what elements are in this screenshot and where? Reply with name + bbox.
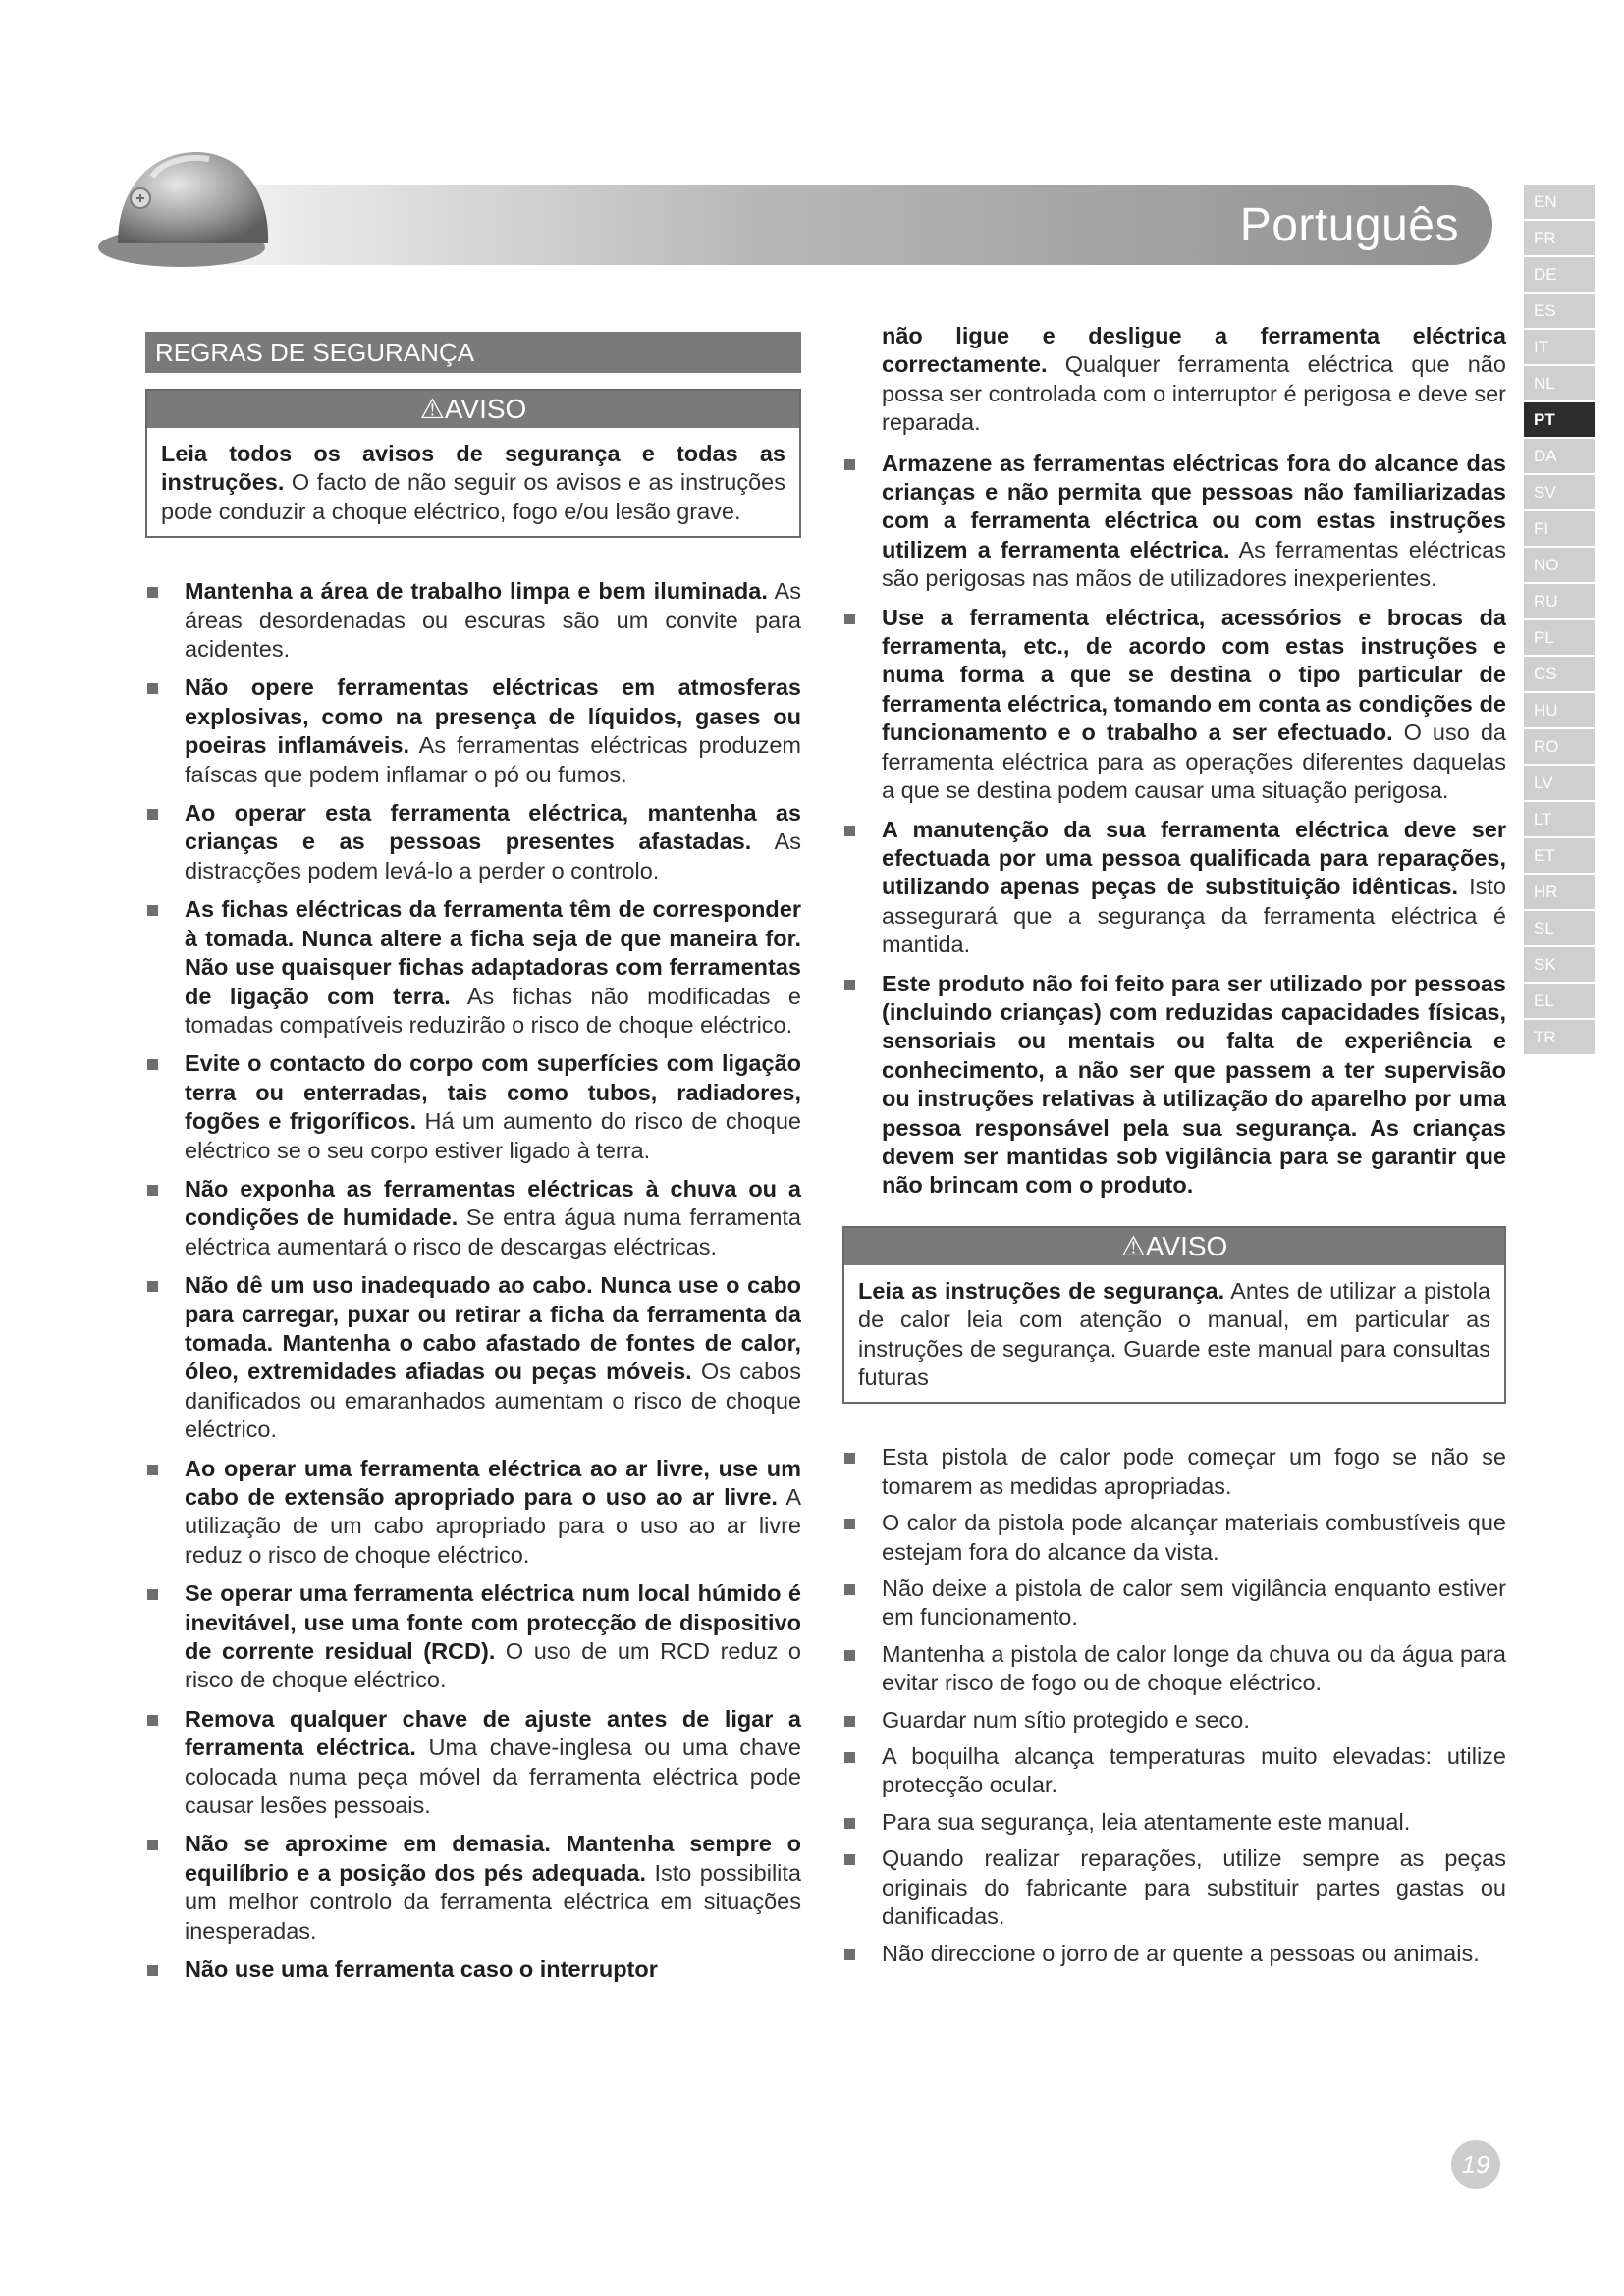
language-tab-no[interactable]: NO bbox=[1524, 548, 1595, 582]
bullet-square-icon bbox=[844, 1519, 855, 1529]
bullet-square-icon bbox=[147, 1059, 158, 1070]
bullet-square-icon bbox=[844, 1453, 855, 1464]
bullet-square-icon bbox=[844, 1949, 855, 1960]
bullet-square-icon bbox=[844, 1818, 855, 1829]
warning-icon: ⚠ bbox=[1120, 1230, 1146, 1261]
bullet-square-icon bbox=[844, 980, 855, 990]
list-item: Não deixe a pistola de calor sem vigilância enquanto estiver em funcionamento. bbox=[842, 1575, 1506, 1632]
list-item: Não dê um uso inadequado ao cabo. Nunca use o cabo para carregar, puxar ou retirar a ficha da ferramenta da tomada. Mantenha o cabo afastado de fontes de calor, óleo, extremidades afiadas ou peças móveis. Os cabos danificados ou emaranhados aumentam o risco de choque eléctrico. bbox=[145, 1271, 801, 1444]
bullet-square-icon bbox=[147, 1965, 158, 1976]
language-tab-es[interactable]: ES bbox=[1524, 294, 1595, 328]
language-tab-ro[interactable]: RO bbox=[1524, 729, 1595, 764]
bullet-square-icon bbox=[844, 1716, 855, 1727]
list-item: Ao operar uma ferramenta eléctrica ao ar livre, use um cabo de extensão apropriado para o uso ao ar livre. A utilização de um cabo apropriado para o uso ao ar livre reduz o risco de choque eléctrico. bbox=[145, 1455, 801, 1571]
language-tab-sv[interactable]: SV bbox=[1524, 475, 1595, 509]
page-number: 19 bbox=[1451, 2140, 1500, 2189]
bullet-square-icon bbox=[147, 587, 158, 598]
warning-text: Leia as instruções de segurança. Antes de utilizar a pistola de calor leia com atenção o manual, em particular as instruções de segurança. Guarde este manual para consultas futuras bbox=[858, 1277, 1490, 1390]
bullet-square-icon bbox=[147, 809, 158, 820]
warning-title: ⚠AVISO bbox=[844, 1228, 1504, 1265]
bullet-square-icon bbox=[147, 683, 158, 694]
bullet-square-icon bbox=[844, 1584, 855, 1595]
language-tab-sk[interactable]: SK bbox=[1524, 947, 1595, 982]
list-item: Evite o contacto do corpo com superfícies com ligação terra ou enterradas, tais como tubos, radiadores, fogões e frigoríficos. Há um aumento do risco de choque eléctrico se o seu corpo estiver ligado à terra. bbox=[145, 1049, 801, 1165]
warning-title: ⚠AVISO bbox=[147, 391, 799, 428]
bullet-square-icon bbox=[147, 1185, 158, 1196]
rule-continuation: não ligue e desligue a ferramenta eléctrica correctamente. Qualquer ferramenta eléctrica que não possa ser controlada com o interruptor é perigosa e deve ser reparada. bbox=[882, 323, 1506, 436]
language-tab-lv[interactable]: LV bbox=[1524, 766, 1595, 800]
page-title: Português bbox=[1239, 199, 1459, 251]
bullet-square-icon bbox=[844, 1854, 855, 1865]
bullet-square-icon bbox=[147, 1715, 158, 1726]
list-item: Não exponha as ferramentas eléctricas à chuva ou a condições de humidade. Se entra água numa ferramenta eléctrica aumentará o risco de descargas eléctricas. bbox=[145, 1175, 801, 1261]
language-tab-et[interactable]: ET bbox=[1524, 838, 1595, 873]
language-tab-pt[interactable]: PT bbox=[1524, 402, 1595, 437]
heat-gun-notes-list bbox=[842, 1443, 1506, 1968]
bullet-square-icon bbox=[147, 1589, 158, 1600]
list-item: As fichas eléctricas da ferramenta têm de corresponder à tomada. Nunca altere a ficha seja de que maneira for. Não use quaisquer fichas adaptadoras com ferramentas de ligação com terra. As fichas não modificadas e tomadas compatíveis reduzirão o risco de choque eléctrico. bbox=[145, 895, 801, 1040]
section-heading: REGRAS DE SEGURANÇA bbox=[145, 332, 801, 373]
bullet-square-icon bbox=[844, 826, 855, 836]
bullet-square-icon bbox=[844, 1752, 855, 1763]
list-item: A boquilha alcança temperaturas muito elevadas: utilize protecção ocular. bbox=[842, 1742, 1506, 1800]
list-item: Mantenha a pistola de calor longe da chuva ou da água para evitar risco de fogo ou de choque eléctrico. bbox=[842, 1640, 1506, 1698]
language-tab-fr[interactable]: FR bbox=[1524, 221, 1595, 255]
warning-text: Leia todos os avisos de segurança e todas as instruções. O facto de não seguir os avisos e as instruções pode conduzir a choque eléctrico, fogo e/ou lesão grave. bbox=[161, 441, 785, 524]
language-tab-cs[interactable]: CS bbox=[1524, 657, 1595, 691]
language-tab-sl[interactable]: SL bbox=[1524, 911, 1595, 945]
list-item: Use a ferramenta eléctrica, acessórios e brocas da ferramenta, etc., de acordo com estas instruções e numa forma a que se destina o tipo particular de ferramenta eléctrica, tomando em conta as condições de funcionamento e o trabalho a ser efectuado. O uso da ferramenta eléctrica para as operações diferentes daquelas a que se destina podem causar uma situação perigosa. bbox=[842, 604, 1506, 806]
bullet-square-icon bbox=[147, 1465, 158, 1475]
bullet-square-icon bbox=[844, 1650, 855, 1661]
language-header-band bbox=[147, 185, 1492, 265]
bullet-square-icon bbox=[147, 1281, 158, 1292]
right-column bbox=[842, 322, 1506, 1976]
bullet-square-icon bbox=[147, 1840, 158, 1850]
list-item: Mantenha a área de trabalho limpa e bem iluminada. As áreas desordenadas ou escuras são um convite para acidentes. bbox=[145, 577, 801, 664]
list-item: O calor da pistola pode alcançar materiais combustíveis que estejam fora do alcance da vista. bbox=[842, 1509, 1506, 1567]
list-item: Ao operar esta ferramenta eléctrica, mantenha as crianças e as pessoas presentes afastadas. As distracções podem levá-lo a perder o controlo. bbox=[145, 799, 801, 885]
language-tab-ru[interactable]: RU bbox=[1524, 584, 1595, 618]
list-item: Guardar num sítio protegido e seco. bbox=[842, 1706, 1506, 1735]
language-tabs bbox=[1524, 185, 1595, 1056]
bullet-square-icon bbox=[844, 459, 855, 470]
list-item: A manutenção da sua ferramenta eléctrica deve ser efectuada por uma pessoa qualificada para reparações, utilizando apenas peças de substituição idênticas. Isto assegurará que a segurança da ferramenta eléctrica é mantida. bbox=[842, 816, 1506, 960]
left-column bbox=[145, 332, 801, 1995]
list-item: Este produto não foi feito para ser utilizado por pessoas (incluindo crianças) com reduzidas capacidades físicas, sensoriais ou mentais ou falta de experiência e conhecimento, a não ser que passem a ter supervisão ou instruções relativas à utilização do aparelho por uma pessoa responsável pela sua segurança. As crianças devem ser mantidas sob vigilância para se garantir que não brincam com o produto. bbox=[842, 970, 1506, 1201]
list-item: Não se aproxime em demasia. Mantenha sempre o equilíbrio e a posição dos pés adequada. Isto possibilita um melhor controlo da ferramenta eléctrica em situações inesperadas. bbox=[145, 1830, 801, 1946]
language-tab-lt[interactable]: LT bbox=[1524, 802, 1595, 836]
list-item: Não use uma ferramenta caso o interruptor bbox=[145, 1955, 801, 1984]
list-item: Esta pistola de calor pode começar um fogo se não se tomarem as medidas apropriadas. bbox=[842, 1443, 1506, 1501]
safety-rules-list bbox=[145, 577, 801, 1984]
language-tab-fi[interactable]: FI bbox=[1524, 511, 1595, 546]
language-tab-hu[interactable]: HU bbox=[1524, 693, 1595, 727]
warning-box bbox=[145, 389, 801, 538]
language-tab-en[interactable]: EN bbox=[1524, 185, 1595, 219]
list-item: Remova qualquer chave de ajuste antes de ligar a ferramenta eléctrica. Uma chave-inglesa ou uma chave colocada numa peça móvel da ferramenta eléctrica pode causar lesões pessoais. bbox=[145, 1705, 801, 1821]
language-tab-el[interactable]: EL bbox=[1524, 984, 1595, 1018]
language-tab-da[interactable]: DA bbox=[1524, 439, 1595, 473]
list-item: Se operar uma ferramenta eléctrica num local húmido é inevitável, use uma fonte com protecção de dispositivo de corrente residual (RCD). O uso de um RCD reduz o risco de choque eléctrico. bbox=[145, 1579, 801, 1695]
warning-icon: ⚠ bbox=[419, 394, 445, 424]
language-tab-de[interactable]: DE bbox=[1524, 257, 1595, 292]
safety-rules-list-continued bbox=[842, 450, 1506, 1201]
bullet-square-icon bbox=[844, 614, 855, 624]
list-item: Não opere ferramentas eléctricas em atmosferas explosivas, como na presença de líquidos, gases ou poeiras inflamáveis. As ferramentas eléctricas produzem faíscas que podem inflamar o pó ou fumos. bbox=[145, 673, 801, 789]
safety-helmet-icon bbox=[93, 137, 280, 285]
list-item: Quando realizar reparações, utilize sempre as peças originais do fabricante para substituir partes gastas ou danificadas. bbox=[842, 1844, 1506, 1931]
bullet-square-icon bbox=[147, 905, 158, 916]
language-tab-tr[interactable]: TR bbox=[1524, 1020, 1595, 1054]
list-item: Armazene as ferramentas eléctricas fora do alcance das crianças e não permita que pessoas não familiarizadas com a ferramenta eléctrica ou com estas instruções utilizem a ferramenta eléctrica. As ferramentas eléctricas são perigosas nas mãos de utilizadores inexperientes. bbox=[842, 450, 1506, 594]
language-tab-pl[interactable]: PL bbox=[1524, 620, 1595, 655]
list-item: Para sua segurança, leia atentamente este manual. bbox=[842, 1808, 1506, 1837]
list-item: Não direccione o jorro de ar quente a pessoas ou animais. bbox=[842, 1940, 1506, 1968]
language-tab-nl[interactable]: NL bbox=[1524, 366, 1595, 400]
language-tab-hr[interactable]: HR bbox=[1524, 875, 1595, 909]
warning-box-heat-gun bbox=[842, 1226, 1506, 1405]
language-tab-it[interactable]: IT bbox=[1524, 330, 1595, 364]
